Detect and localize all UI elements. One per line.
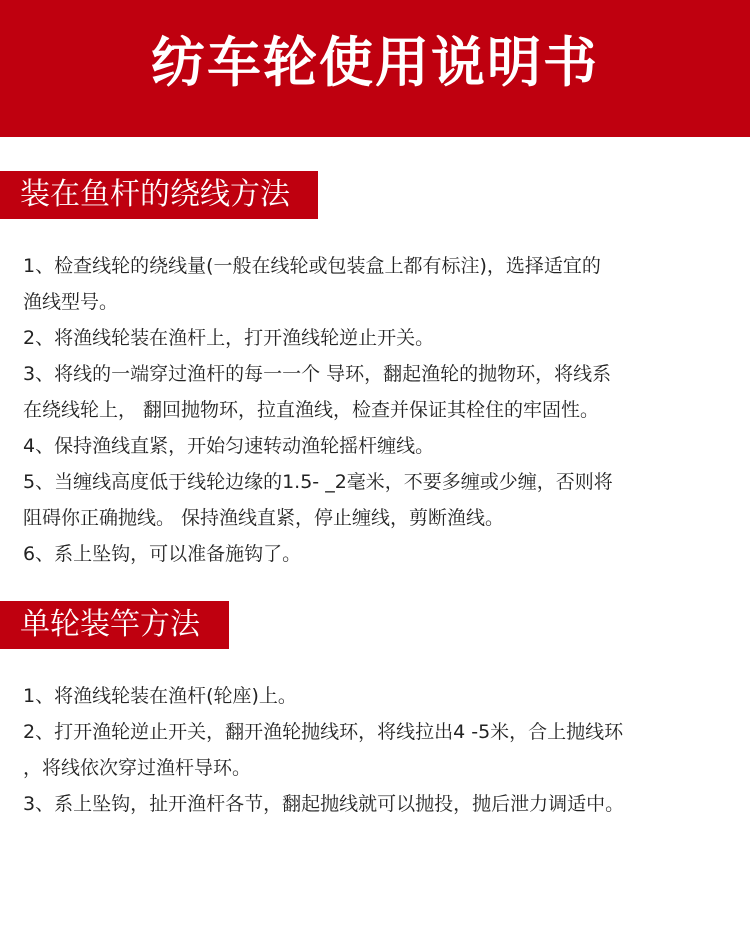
page-title: 纺车轮使用说明书	[151, 31, 599, 94]
section-heading-line-winding: 装在鱼杆的绕线方法	[0, 171, 318, 219]
instruction-line: 5、当缠线高度低于线轮边缘的1.5- _2毫米，不要多缠或少缠，否则将	[23, 471, 613, 493]
instruction-line: 在绕线轮上， 翻回抛物环，拉直渔线，检查并保证其栓住的牢固性。	[23, 399, 600, 421]
instruction-line: 2、将渔线轮装在渔杆上，打开渔线轮逆止开关。	[23, 327, 435, 349]
instruction-line: 渔线型号。	[23, 291, 119, 313]
instruction-line: 1、检查线轮的绕线量(一般在线轮或包装盒上都有标注)，选择适宜的	[23, 255, 601, 277]
instruction-line: 6、系上坠钩，可以准备施钩了。	[23, 543, 302, 565]
instruction-line: 1、将渔线轮装在渔杆(轮座)上。	[23, 685, 297, 707]
title-banner	[0, 0, 750, 137]
instruction-line: 2、打开渔轮逆止开关，翻开渔轮抛线环，将线拉出4 -5米，合上抛线环	[23, 721, 624, 743]
instruction-line: 3、系上坠钩，扯开渔杆各节，翻起抛线就可以抛投，抛后泄力调适中。	[23, 793, 625, 815]
instruction-line: 阻碍你正确抛线。 保持渔线直紧，停止缠线，剪断渔线。	[23, 507, 505, 529]
instruction-line: 4、保持渔线直紧，开始匀速转动渔轮摇杆缠线。	[23, 435, 435, 457]
instruction-line: ，将线依次穿过渔杆导环。	[23, 757, 252, 779]
instruction-line: 3、将线的一端穿过渔杆的每一一个 导环，翻起渔轮的抛物环，将线系	[23, 363, 612, 385]
section-heading-reel-mounting: 单轮装竿方法	[0, 601, 229, 649]
